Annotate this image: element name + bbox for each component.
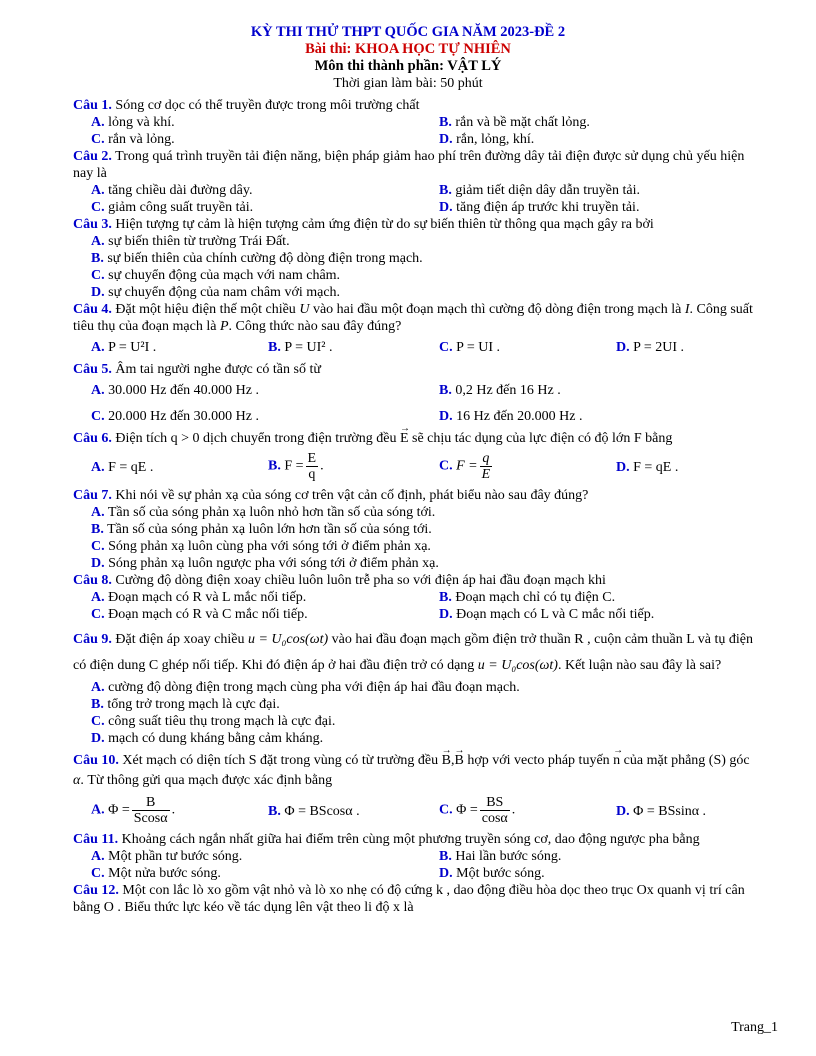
exam-name: Bài thi: KHOA HỌC TỰ NHIÊN bbox=[305, 41, 511, 57]
exam-subject: Môn thi thành phần: VẬT LÝ bbox=[314, 58, 502, 74]
option-b: B. Hai lần bước sóng. bbox=[439, 849, 562, 864]
question-number: Câu 11. bbox=[73, 832, 119, 847]
option-a: A. Φ = $\frac{B}{Scos\alpha}$ . bbox=[91, 795, 176, 826]
option-c: C. Sóng phản xạ luôn cùng pha với sóng tới ở điểm phản xạ. bbox=[91, 539, 431, 554]
question-10: Câu 10. Xét mạch có diện tích S đặt trong vùng có từ trường đều → B,→ B hợp với vecto pháp tuyến → n của mặt phẳng (S) góc α. Từ thông gửi qua mạch được xác định bằng A. Φ = $\frac{B}{Scos\alpha}$ . B. Φ = BScosα . C. Φ = $\frac{BS}{\cos\alpha}$ . D. Φ = BSsinα . bbox=[73, 751, 763, 831]
question-number: Câu 7. bbox=[73, 488, 112, 503]
option-d: D. sự chuyển động của nam châm với mạch. bbox=[91, 285, 341, 300]
option-b: B. tổng trở trong mạch là cực đại. bbox=[91, 697, 280, 712]
option-b: B. Φ = BScosα . bbox=[268, 804, 360, 819]
question-11 bbox=[73, 831, 763, 882]
option-b: B. rắn và bề mặt chất lỏng. bbox=[439, 115, 590, 130]
option-c: C. công suất tiêu thụ trong mạch là cực đại. bbox=[91, 714, 336, 729]
vector-e: → E bbox=[400, 430, 409, 447]
question-3 bbox=[73, 216, 763, 301]
option-b: B. giảm tiết diện dây dẫn truyền tải. bbox=[439, 183, 641, 198]
option-c: C. Một nửa bước sóng. bbox=[91, 866, 221, 881]
question-number: Câu 8. bbox=[73, 573, 112, 588]
option-d: D. F = qE . bbox=[616, 460, 679, 475]
option-a: A. 30.000 Hz đến 40.000 Hz . bbox=[91, 383, 259, 398]
option-c: C. P = UI . bbox=[439, 340, 501, 355]
question-stem: Một con lắc lò xo gồm vật nhỏ và lò xo nhẹ có độ cứng k , dao động điều hòa dọc theo trục Ox quanh vị trí cân bằng O . Biểu thức lực kéo về tác dụng lên vật theo li độ x là bbox=[73, 883, 745, 915]
exam-header bbox=[0, 24, 816, 92]
question-2 bbox=[73, 148, 763, 216]
question-stem: Khoảng cách ngắn nhất giữa hai điểm trên cùng một phương truyền sóng cơ, dao động ngược pha bằng bbox=[118, 832, 700, 847]
option-c: C. rắn và lỏng. bbox=[91, 132, 175, 147]
option-d: D. 16 Hz đến 20.000 Hz . bbox=[439, 409, 583, 424]
question-12 bbox=[73, 882, 763, 916]
option-d: D. Sóng phản xạ luôn ngược pha với sóng tới ở điểm phản xạ. bbox=[91, 556, 439, 571]
question-number: Câu 6. bbox=[73, 431, 112, 446]
question-stem: Cường độ dòng điện xoay chiều luôn luôn trễ pha so với điện áp hai đầu đoạn mạch khi bbox=[111, 573, 606, 588]
option-b: B. Tần số của sóng phản xạ luôn lớn hơn tần số của sóng tới. bbox=[91, 522, 432, 537]
option-a: A. Đoạn mạch có R và L mắc nối tiếp. bbox=[91, 590, 307, 605]
option-b: B. 0,2 Hz đến 16 Hz . bbox=[439, 383, 561, 398]
option-a: A. Một phần tư bước sóng. bbox=[91, 849, 243, 864]
option-c: C. Φ = $\frac{BS}{\cos\alpha}$ . bbox=[439, 795, 516, 826]
question-7 bbox=[73, 487, 763, 572]
option-b: B. P = UI² . bbox=[268, 340, 333, 355]
option-c: C. 20.000 Hz đến 30.000 Hz . bbox=[91, 409, 259, 424]
question-number: Câu 3. bbox=[73, 217, 112, 232]
question-4: Câu 4. Đặt một hiệu điện thế một chiều U vào hai đầu một đoạn mạch thì cường độ dòng điện trong mạch là I. Công suất tiêu thụ của đoạn mạch là P. Công thức nào sau đây đúng? A. P = U²I . B. P = UI² . C. P = UI . D. P = 2UI . bbox=[73, 302, 753, 355]
option-a: A. lỏng và khí. bbox=[91, 115, 175, 130]
option-b: B. sự biến thiên của chính cường độ dòng điện trong mạch. bbox=[91, 251, 423, 266]
question-number: Câu 4. bbox=[73, 302, 112, 317]
question-number: Câu 9. bbox=[73, 632, 112, 647]
exam-time: Thời gian làm bài: 50 phút bbox=[333, 76, 483, 91]
question-number: Câu 12. bbox=[73, 883, 119, 898]
exam-title: KỲ THI THỬ THPT QUỐC GIA NĂM 2023-ĐỀ 2 bbox=[250, 24, 566, 40]
option-a: A. cường độ dòng điện trong mạch cùng pha với điện áp hai đầu đoạn mạch. bbox=[91, 680, 520, 695]
question-stem: Khi nói về sự phản xạ của sóng cơ trên vật cản cố định, phát biểu nào sau đây đúng? bbox=[111, 488, 589, 503]
question-stem: Hiện tượng tự cảm là hiện tượng cảm ứng điện từ do sự biến thiên từ thông qua mạch gây ra bởi bbox=[111, 217, 654, 232]
question-6: Câu 6. Điện tích q > 0 dịch chuyển trong điện trường đều → E sẽ chịu tác dụng của lực điện có độ lớn F bằng A. F = qE . B. F = $\frac{E}{q}$ . C. F = $\frac{q}{E}$ D. F = qE . bbox=[73, 430, 763, 487]
option-d: D. P = 2UI . bbox=[616, 340, 685, 355]
page-number: Trang_1 bbox=[731, 1020, 778, 1035]
option-d: D. Đoạn mạch có L và C mắc nối tiếp. bbox=[439, 607, 655, 622]
option-d: D. mạch có dung kháng bằng cảm kháng. bbox=[91, 731, 324, 746]
question-stem: Âm tai người nghe được có tần số từ bbox=[111, 362, 321, 377]
option-c: C. giảm công suất truyền tải. bbox=[91, 200, 254, 215]
question-number: Câu 2. bbox=[73, 149, 112, 164]
option-c: C. Đoạn mạch có R và C mắc nối tiếp. bbox=[91, 607, 308, 622]
question-number: Câu 10. bbox=[73, 753, 119, 768]
option-a: A. sự biến thiên từ trường Trái Đất. bbox=[91, 234, 290, 249]
question-number: Câu 5. bbox=[73, 362, 112, 377]
voltage-formula: u = U₀cos(ωt) bbox=[247, 632, 329, 647]
resistor-voltage-formula: u = U₀cos(ωt) bbox=[477, 658, 558, 673]
option-d: D. Φ = BSsinα . bbox=[616, 804, 707, 819]
option-a: A. Tần số của sóng phản xạ luôn nhỏ hơn tần số của sóng tới. bbox=[91, 505, 436, 520]
option-b: B. Đoạn mạch chỉ có tụ điện C. bbox=[439, 590, 616, 605]
question-8 bbox=[73, 572, 763, 623]
option-b: B. F = $\frac{E}{q}$ . bbox=[268, 451, 324, 482]
option-c: C. F = $\frac{q}{E}$ bbox=[439, 451, 491, 482]
questions bbox=[73, 97, 763, 916]
question-1 bbox=[73, 97, 763, 148]
option-d: D. rắn, lỏng, khí. bbox=[439, 132, 535, 147]
option-a: A. P = U²I . bbox=[91, 340, 157, 355]
option-c: C. sự chuyển động của mạch với nam châm. bbox=[91, 268, 341, 283]
question-5 bbox=[73, 361, 763, 430]
question-stem: Trong quá trình truyền tải điện năng, biện pháp giảm hao phí trên đường dây tải điện được sử dụng chủ yếu hiện nay là bbox=[73, 149, 745, 181]
option-a: A. F = qE . bbox=[91, 460, 154, 475]
question-9: Câu 9. Đặt điện áp xoay chiều u = U₀cos(ωt) vào hai đầu đoạn mạch gồm điện trở thuần R , cuộn cảm thuần L và tụ điện có điện dung C ghép nối tiếp. Khi đó điện áp ở hai đầu điện trở có dạng u = U₀cos(ωt). Kết luận nào sau đây là sai? A. cường độ dòng điện trong mạch cùng pha với điện áp hai đầu đoạn mạch. B. tổng trở trong mạch là cực đại. C. công suất tiêu thụ trong mạch là cực đại. D. mạch có dung kháng bằng cảm kháng. bbox=[73, 627, 763, 747]
question-stem: Sóng cơ dọc có thể truyền được trong môi trường chất bbox=[111, 98, 420, 113]
option-d: D. Một bước sóng. bbox=[439, 866, 545, 881]
option-d: D. tăng điện áp trước khi truyền tải. bbox=[439, 200, 640, 215]
option-a: A. tăng chiều dài đường dây. bbox=[91, 183, 253, 198]
question-number: Câu 1. bbox=[73, 98, 112, 113]
